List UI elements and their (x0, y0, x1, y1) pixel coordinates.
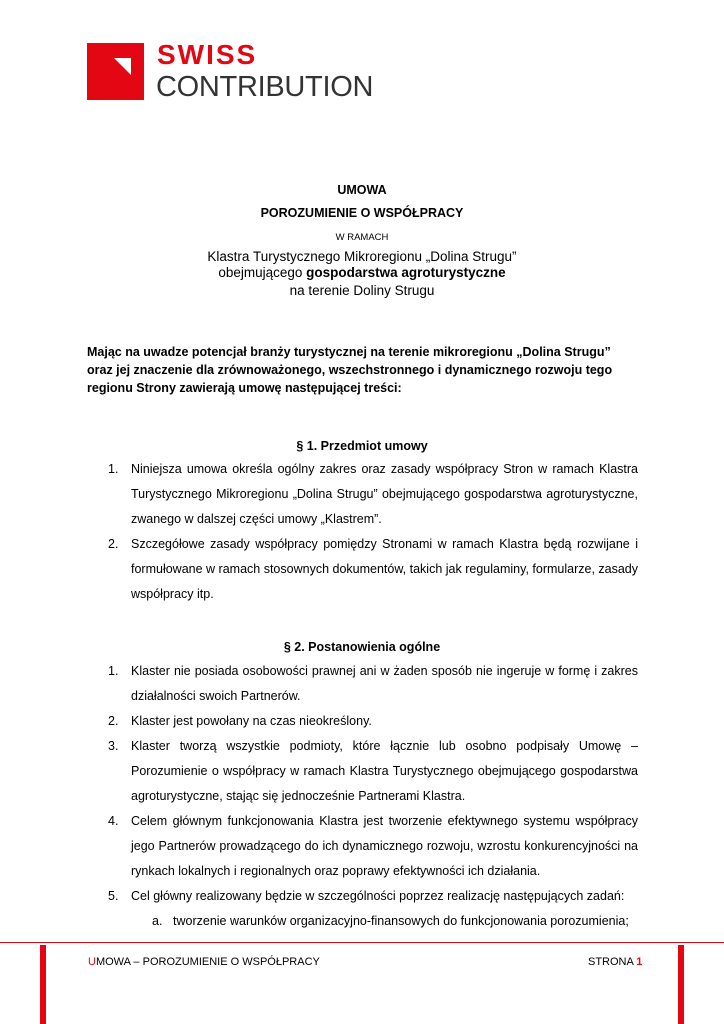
list-item (87, 734, 638, 809)
footer-left-bar (40, 945, 46, 1024)
swiss-contribution-logo (87, 39, 377, 103)
list-item-number: 1. (108, 462, 119, 476)
footer-title-rest: MOWA – POROZUMIENIE O WSPÓŁPRACY (95, 956, 320, 968)
section-2-list (87, 659, 638, 934)
list-item (87, 809, 638, 884)
heading-line-3: na terenie Doliny Strugu (289, 283, 435, 298)
footer-initial: U (88, 956, 96, 968)
footer-page-label: STRONA (588, 956, 637, 968)
list-item (87, 659, 638, 709)
sub-list-item-letter: a. (152, 914, 163, 928)
list-item-text: Celem głównym funkcjonowania Klastra jest tworzenie efektywnego systemu współpracy jego Partnerów prowadzącego do ich dynamicznego rozwoju, wzrostu konkurencyjności na rynkach lokalnych i regionalnych oraz poprawy efektywności ich działania. (131, 814, 638, 878)
list-item-text: Cel główny realizowany będzie w szczególności poprzez realizację następujących zadań: (131, 889, 625, 903)
heading-line-2-bold: gospodarstwa agroturystyczne (306, 265, 506, 280)
list-item-text: Niniejsza umowa określa ogólny zakres oraz zasady współpracy Stron w ramach Klastra Turystycznego Mikroregionu „Dolina Strugu” obejmującego gospodarstwa agroturystyczne, zwanego w dalszej części umowy „Klastrem”. (131, 462, 638, 526)
heading-line-2-pre: obejmującego (218, 265, 307, 280)
footer-divider (0, 942, 724, 943)
document-subtitle: POROZUMIENIE O WSPÓŁPRACY (260, 206, 464, 220)
document-title: UMOWA (337, 183, 387, 197)
list-item-text: Szczegółowe zasady współpracy pomiędzy Stronami w ramach Klastra będą rozwijane i formułowane w ramach stosownych dokumentów, takich jak regulaminy, formularze, zasady współpracy itp. (131, 537, 638, 601)
list-item-number: 5. (108, 889, 119, 903)
list-item-number: 4. (108, 814, 119, 828)
section-1-title: § 1. Przedmiot umowy (296, 439, 428, 453)
footer-page-number (588, 956, 642, 968)
list-item (87, 884, 638, 909)
list-item (87, 709, 638, 734)
section-1-list (87, 457, 638, 607)
sub-list-item-text: tworzenie warunków organizacyjno-finansowych do funkcjonowania porozumienia; (173, 914, 629, 928)
list-item (87, 532, 638, 607)
list-item-number: 2. (108, 537, 119, 551)
document-w-ramach: W RAMACH (335, 232, 389, 243)
footer-right-bar (678, 945, 684, 1024)
list-item-text: Klaster jest powołany na czas nieokreślony. (131, 714, 372, 728)
section-2-title: § 2. Postanowienia ogólne (283, 640, 441, 654)
list-item-text: Klaster tworzą wszystkie podmioty, które łącznie lub osobno podpisały Umowę – Porozumienie o współpracy w ramach Klastra Turystycznego obejmującego gospodarstwa agroturystyczne, stając się jednocześnie Partnerami Klastra. (131, 739, 638, 803)
list-item (87, 457, 638, 532)
list-item-number: 2. (108, 714, 119, 728)
list-item-number: 1. (108, 664, 119, 678)
sub-list-item (87, 909, 638, 934)
logo-mark-icon (87, 43, 144, 100)
footer-document-name (88, 956, 320, 968)
heading-line-2 (0, 265, 724, 281)
list-item-text: Klaster nie posiada osobowości prawnej ani w żaden sposób nie ingeruje w formę i zakres działalności swoich Partnerów. (131, 664, 638, 703)
intro-paragraph: Mając na uwadze potencjał branży turystycznej na terenie mikroregionu „Dolina Strugu” oraz jej znaczenie dla zrównoważonego, wszechstronnego i dynamicznego rozwoju tego regionu Strony zawierają umowę następującej treści: (87, 345, 613, 395)
logo-text-contribution: CONTRIBUTION (156, 71, 374, 103)
logo-text-swiss: SWISS (157, 39, 258, 70)
list-item-number: 3. (108, 739, 119, 753)
heading-line-1: Klastra Turystycznego Mikroregionu „Dolina Strugu” (207, 249, 517, 264)
footer-page-value: 1 (636, 956, 643, 968)
